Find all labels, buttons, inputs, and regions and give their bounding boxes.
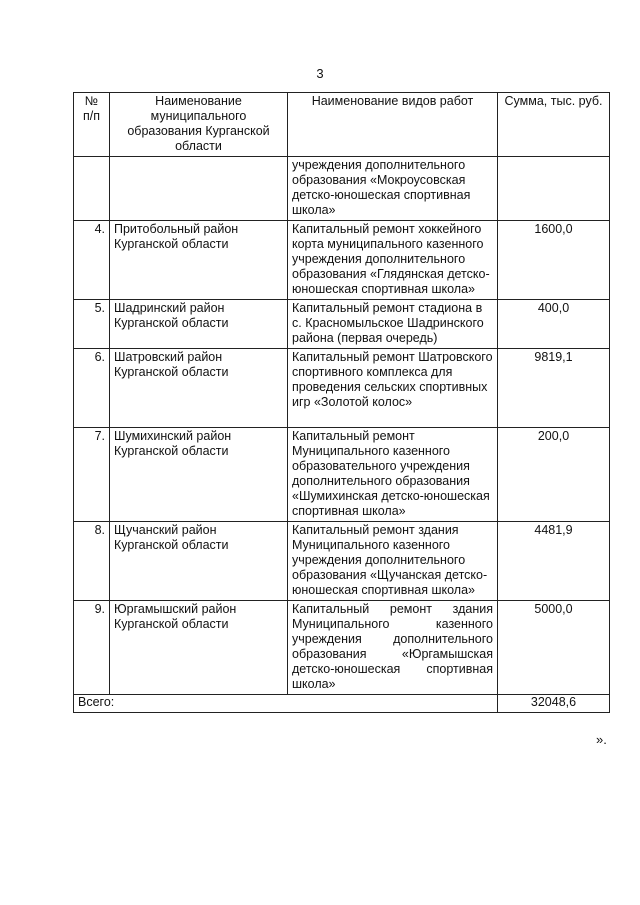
cell-works: Капитальный ремонт здания Муниципального казенного учреждения дополнительного образования «Щучанская детско-юношеская спортивная школа»: [288, 522, 498, 601]
header-municipality: Наименование муниципального образования Курганской области: [110, 93, 288, 157]
cell-works-main: Капитальный ремонт здания Муниципального казенного учреждения дополнительного образования «Юргамышская детско-юношеская спортивная: [292, 602, 493, 676]
total-sum: 32048,6: [498, 695, 610, 713]
cell-works: Капитальный ремонт Муниципального казенного образовательного учреждения дополнительного образования «Шумихинская детско-юношеская спортивная школа»: [288, 428, 498, 522]
table-header-row: [74, 93, 610, 157]
cell-num: 8.: [74, 522, 110, 601]
cell-municipality: Шадринский район Курганской области: [110, 300, 288, 349]
cell-sum: 200,0: [498, 428, 610, 522]
cell-num: [74, 157, 110, 221]
cell-num: 4.: [74, 221, 110, 300]
cell-sum: 5000,0: [498, 601, 610, 695]
cell-works: учреждения дополнительного образования «Мокроусовская детско-юношеская спортивная школа»: [288, 157, 498, 221]
cell-municipality: Шумихинский район Курганской области: [110, 428, 288, 522]
cell-works: [288, 601, 498, 695]
cell-municipality: Юргамышский район Курганской области: [110, 601, 288, 695]
table-row: [74, 601, 610, 695]
total-label: Всего:: [74, 695, 498, 713]
header-num: № п/п: [74, 93, 110, 157]
table-row: [74, 522, 610, 601]
cell-sum: [498, 157, 610, 221]
cell-works: Капитальный ремонт хоккейного корта муниципального казенного учреждения дополнительного образования «Глядянская детско-юношеская спортивная школа»: [288, 221, 498, 300]
cell-municipality: Шатровский район Курганской области: [110, 349, 288, 428]
cell-sum: 1600,0: [498, 221, 610, 300]
header-works: Наименование видов работ: [288, 93, 498, 157]
cell-num: 5.: [74, 300, 110, 349]
cell-sum: 400,0: [498, 300, 610, 349]
cell-sum: 4481,9: [498, 522, 610, 601]
page-number: 3: [316, 66, 324, 81]
cell-municipality: [110, 157, 288, 221]
funding-table: [73, 92, 610, 713]
cell-works: Капитальный ремонт стадиона в с. Красномыльское Шадринского района (первая очередь): [288, 300, 498, 349]
table-row: [74, 349, 610, 428]
table-row: [74, 300, 610, 349]
table-total-row: [74, 695, 610, 713]
cell-works-last: школа»: [292, 677, 336, 691]
closing-quote-mark: ».: [596, 732, 607, 747]
cell-works: Капитальный ремонт Шатровского спортивного комплекса для проведения сельских спортивных игр «Золотой колос»: [288, 349, 498, 428]
cell-municipality: Притобольный район Курганской области: [110, 221, 288, 300]
cell-num: 6.: [74, 349, 110, 428]
table-row: [74, 221, 610, 300]
table-row-continuation: [74, 157, 610, 221]
header-sum: Сумма, тыс. руб.: [498, 93, 610, 157]
cell-num: 7.: [74, 428, 110, 522]
table-row: [74, 428, 610, 522]
cell-sum: 9819,1: [498, 349, 610, 428]
cell-municipality: Щучанский район Курганской области: [110, 522, 288, 601]
cell-num: 9.: [74, 601, 110, 695]
